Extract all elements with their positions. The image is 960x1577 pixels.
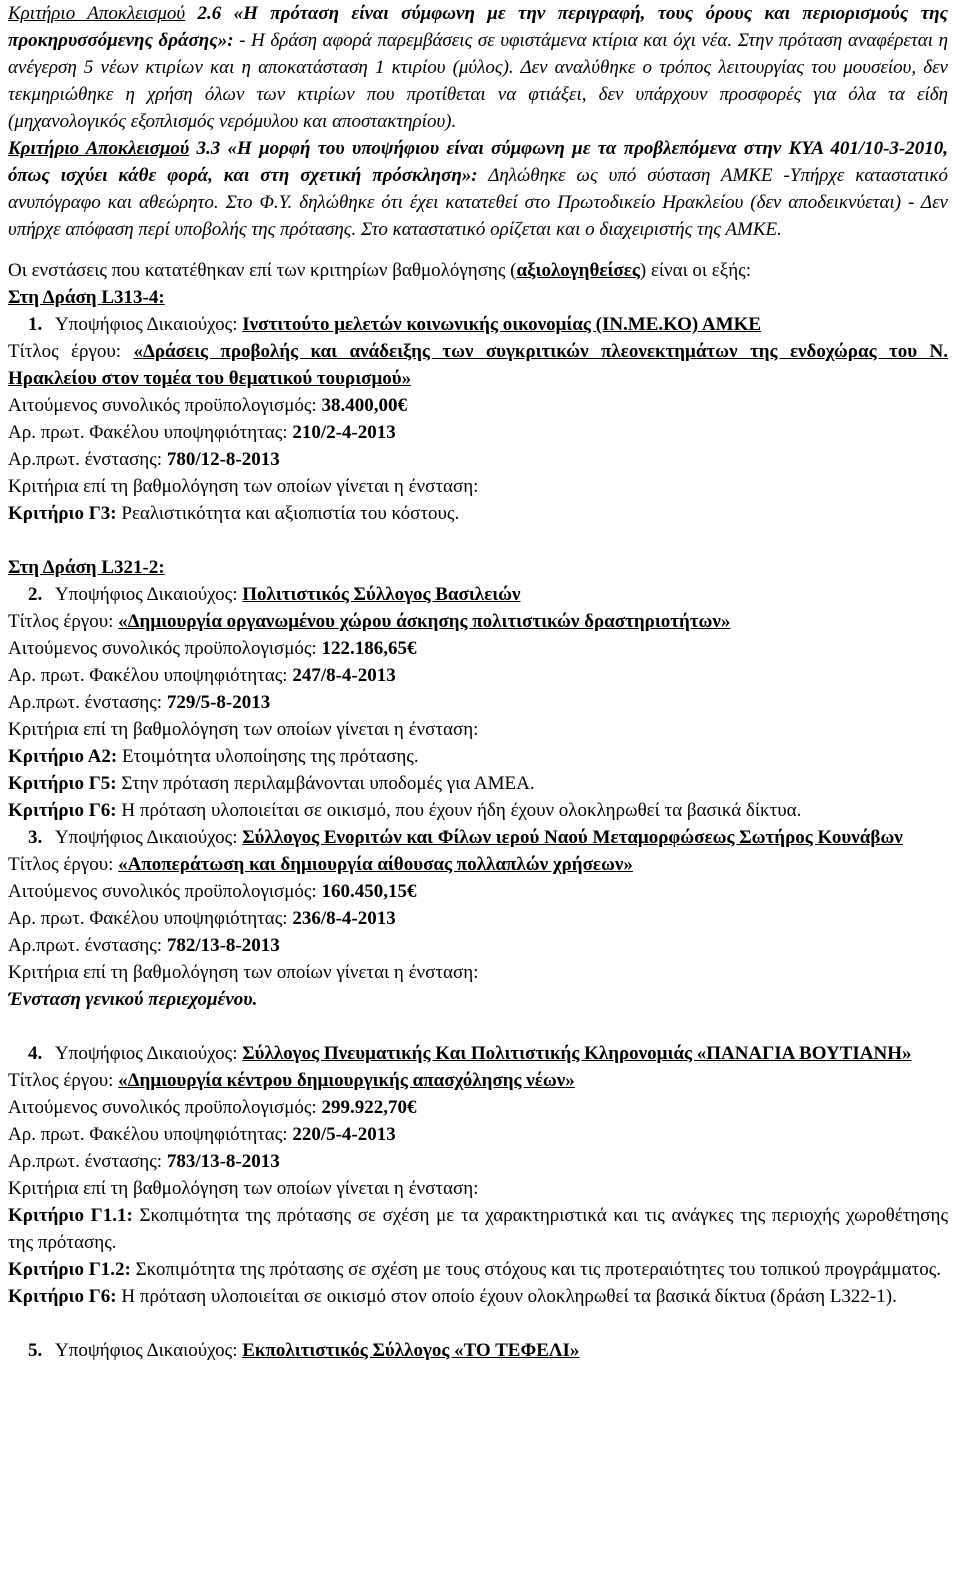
entry-criterion: Κριτήριο Γ1.2: Σκοπιμότητα της πρότασης σε σχέση με τους στόχους και τις προτεραιότητες του τοπικού προγράμματος. bbox=[8, 1259, 941, 1280]
entry-criterion: Κριτήριο Γ6: Η πρόταση υλοποιείται σε οικισμό στον οποίο έχουν ολοκληρωθεί τα βασικά δίκτυα (δράση L322-1). bbox=[8, 1286, 897, 1307]
action-heading: Στη Δράση L313-4: bbox=[8, 287, 165, 308]
entry-file-no: Αρ. πρωτ. Φακέλου υποψηφιότητας: 247/8-4-2013 bbox=[8, 665, 396, 686]
entry-candidate: 2. Υποψήφιος Δικαιούχος: Πολιτιστικός Σύλλογος Βασιλειών bbox=[28, 584, 521, 605]
criterion-quote: «Η πρόταση είναι σύμφωνη με την περιγραφή, τους όρους και περιορισμούς της προκηρυσσόμενης δράσης»: bbox=[8, 3, 949, 51]
entry-title: Τίτλος έργου: «Δημιουργία οργανωμένου χώρου άσκησης πολιτιστικών δραστηριοτήτων» bbox=[8, 611, 731, 632]
criterion-text: Δηλώθηκε ως υπό σύσταση ΑΜΚΕ -Υπήρχε καταστατικό ανυπόγραφο και αθεώρητο. Στο Φ.Υ. δηλώθηκε ότι έχει κατατεθεί στο Πρωτοδικείο Ηρακλείου (δεν αποδεικνύεται) - Δεν υπήρχε απόφαση περί υποβολής της πρότασης. Στο καταστατικό ορίζεται και ο διαχειριστής της ΑΜΚΕ. bbox=[8, 165, 948, 240]
entry-budget: Αιτούμενος συνολικός προϋπολογισμός: 122.186,65€ bbox=[8, 638, 417, 659]
entry-5 bbox=[8, 1337, 948, 1364]
exclusion-criterion-3-3 bbox=[8, 135, 948, 243]
entry-objection-no: Αρ.πρωτ. ένστασης: 780/12-8-2013 bbox=[8, 449, 280, 470]
entry-criteria-intro: Κριτήρια επί τη βαθμολόγηση των οποίων γίνεται η ένσταση: bbox=[8, 719, 479, 740]
entry-objection-no: Αρ.πρωτ. ένστασης: 783/13-8-2013 bbox=[8, 1151, 280, 1172]
entry-objection-no: Αρ.πρωτ. ένστασης: 729/5-8-2013 bbox=[8, 692, 271, 713]
criterion-text: - Η δράση αφορά παρεμβάσεις σε υφιστάμενα κτίρια και όχι νέα. Στην πρόταση αναφέρεται η ανέγερση 5 νέων κτιρίων και η αποκατάσταση 1 κτιρίου (μύλος). Δεν αναλύθηκε ο τρόπος λειτουργίας του μουσείου, δεν τεκμηριώθηκε η χρήση όλων των κτιρίων που προτίθεται να φτιάξει, δεν υπάρχουν προσφορές για όλα τα είδη (μηχανολογικός εξοπλισμός νερόμυλου και αποστακτηρίου). bbox=[8, 30, 948, 132]
entry-4 bbox=[8, 1040, 948, 1310]
entry-criterion: Κριτήριο Γ5: Στην πρόταση περιλαμβάνονται υποδομές για ΑΜΕΑ. bbox=[8, 773, 535, 794]
entry-criterion: Κριτήριο Γ3: Ρεαλιστικότητα και αξιοπιστία του κόστους. bbox=[8, 503, 460, 524]
entry-objection-no: Αρ.πρωτ. ένστασης: 782/13-8-2013 bbox=[8, 935, 280, 956]
entry-budget: Αιτούμενος συνολικός προϋπολογισμός: 299.922,70€ bbox=[8, 1097, 417, 1118]
entry-candidate: 5. Υποψήφιος Δικαιούχος: Εκπολιτιστικός Σύλλογος «ΤΟ ΤΕΦΕΛΙ» bbox=[28, 1340, 580, 1361]
criterion-heading: Κριτήριο Αποκλεισμού bbox=[8, 138, 190, 159]
objections-intro: Οι ενστάσεις που κατατέθηκαν επί των κριτηρίων βαθμολόγησης (αξιολογηθείσες) είναι οι εξής: bbox=[8, 260, 751, 281]
entry-criteria-intro: Κριτήρια επί τη βαθμολόγηση των οποίων γίνεται η ένσταση: bbox=[8, 1178, 479, 1199]
entry-1 bbox=[8, 311, 948, 527]
entry-2 bbox=[8, 581, 948, 824]
entry-candidate: 4. Υποψήφιος Δικαιούχος: Σύλλογος Πνευματικής Και Πολιτιστικής Κληρονομιάς «ΠΑΝΑΓΙΑ ΒΟΥΤΙΑΝΗ» bbox=[28, 1043, 912, 1064]
entry-criteria-intro: Κριτήρια επί τη βαθμολόγηση των οποίων γίνεται η ένσταση: bbox=[8, 476, 479, 497]
entry-criteria-intro: Κριτήρια επί τη βαθμολόγηση των οποίων γίνεται η ένσταση: bbox=[8, 962, 479, 983]
action-heading: Στη Δράση L321-2: bbox=[8, 557, 165, 578]
criterion-number: 3.3 bbox=[196, 138, 221, 159]
entry-criterion: Κριτήριο Γ1.1: Σκοπιμότητα της πρότασης σε σχέση με τα χαρακτηριστικά και τις ανάγκες της περιοχής χωροθέτησης της πρότασης. bbox=[8, 1205, 948, 1253]
criterion-heading: Κριτήριο Αποκλεισμού bbox=[8, 3, 186, 24]
entry-criterion: Κριτήριο Α2: Ετοιμότητα υλοποίησης της πρότασης. bbox=[8, 746, 419, 767]
entry-title: Τίτλος έργου: «Αποπεράτωση και δημιουργία αίθουσας πολλαπλών χρήσεων» bbox=[8, 854, 633, 875]
entry-title: Τίτλος έργου: «Δράσεις προβολής και ανάδειξης των συγκριτικών πλεονεκτημάτων της ενδοχώρας του Ν. Ηρακλείου στον τομέα του θεματικού τουρισμού» bbox=[8, 341, 948, 389]
entry-budget: Αιτούμενος συνολικός προϋπολογισμός: 38.400,00€ bbox=[8, 395, 407, 416]
entry-candidate: 1. Υποψήφιος Δικαιούχος: Ινστιτούτο μελετών κοινωνικής οικονομίας (ΙΝ.ΜΕ.ΚΟ) ΑΜΚΕ bbox=[28, 314, 762, 335]
entry-budget: Αιτούμενος συνολικός προϋπολογισμός: 160.450,15€ bbox=[8, 881, 417, 902]
entry-3 bbox=[8, 824, 948, 1013]
exclusion-criterion-2-6 bbox=[8, 0, 948, 135]
entry-criterion: Κριτήριο Γ6: Η πρόταση υλοποιείται σε οικισμό, που έχουν ήδη έχουν ολοκληρωθεί τα βασικά δίκτυα. bbox=[8, 800, 802, 821]
entry-candidate: 3. Υποψήφιος Δικαιούχος: Σύλλογος Ενοριτών και Φίλων ιερού Ναού Μεταμορφώσεως Σωτήρος Κουνάβων bbox=[28, 827, 903, 848]
entry-title: Τίτλος έργου: «Δημιουργία κέντρου δημιουργικής απασχόλησης νέων» bbox=[8, 1070, 575, 1091]
entry-file-no: Αρ. πρωτ. Φακέλου υποψηφιότητας: 236/8-4-2013 bbox=[8, 908, 396, 929]
criterion-number: 2.6 bbox=[197, 3, 222, 24]
entry-file-no: Αρ. πρωτ. Φακέλου υποψηφιότητας: 210/2-4-2013 bbox=[8, 422, 396, 443]
criterion-quote: «Η μορφή του υποψήφιου είναι σύμφωνη με τα προβλεπόμενα στην ΚΥΑ 401/10-3-2010, όπως ισχύει κάθε φορά, και στη σχετική πρόσκληση»: bbox=[8, 138, 949, 186]
entry-general-objection: Ένσταση γενικού περιεχομένου. bbox=[8, 989, 258, 1010]
entry-file-no: Αρ. πρωτ. Φακέλου υποψηφιότητας: 220/5-4-2013 bbox=[8, 1124, 396, 1145]
